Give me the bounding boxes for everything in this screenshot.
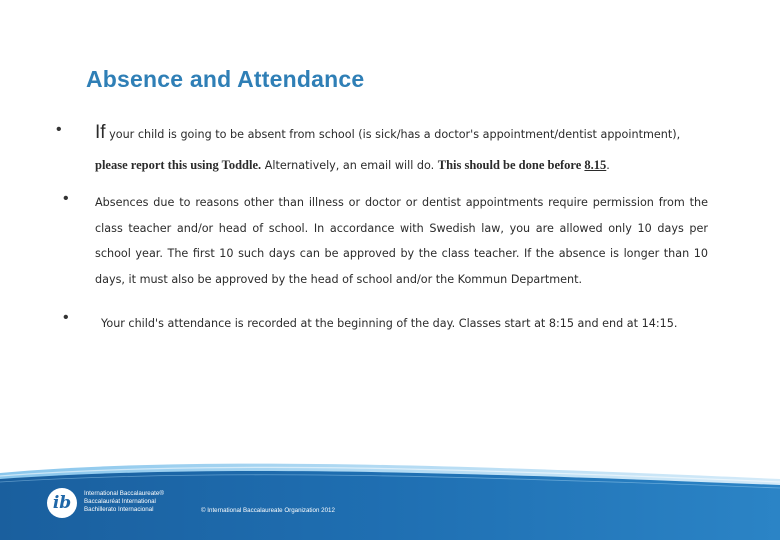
bullet-1-text-2: Alternatively, an email will do. (261, 159, 438, 172)
copyright-text: © International Baccalaureate Organization 2012 (201, 507, 335, 514)
org-name-es: Bachillerato Internacional (84, 506, 154, 513)
bullet-1-text-3: . (606, 159, 610, 172)
org-name-fr: Baccalauréat International (84, 498, 156, 505)
bullet-paragraph-1 (95, 118, 735, 181)
bullet-marker-1: • (56, 121, 62, 138)
organization-names (84, 490, 164, 514)
bullet-paragraph-2: Absences due to reasons other than illness or doctor or dentist appointments require permission from the class teacher and/or head of school. In accordance with Swedish law, you are allowed only 10 days per school year. The first 10 such days can be approved by the class teacher. If the absence is longer than 10 days, it must also be approved by the head of school and/or the Kommun Department. (95, 196, 708, 286)
ib-logo: ib (47, 488, 77, 518)
bullet-1-deadline-time: 8.15 (584, 158, 607, 172)
bullet-1-lead: If (95, 122, 106, 143)
bullet-paragraph-3: Your child's attendance is recorded at the beginning of the day. Classes start at 8:15 and end at 14:15. (101, 317, 678, 330)
bullet-marker-2: • (63, 190, 69, 207)
org-name-en: International Baccalaureate® (84, 490, 164, 497)
bullet-1-deadline: This should be done before (437, 158, 585, 172)
page-title: Absence and Attendance (86, 66, 365, 92)
bullet-1-text: your child is going to be absent from school (is sick/has a doctor's appointment/dentist appointment), (105, 128, 681, 141)
bullet-1-emphasis: please report this using Toddle. (95, 158, 262, 172)
bullet-marker-3: • (63, 309, 69, 326)
